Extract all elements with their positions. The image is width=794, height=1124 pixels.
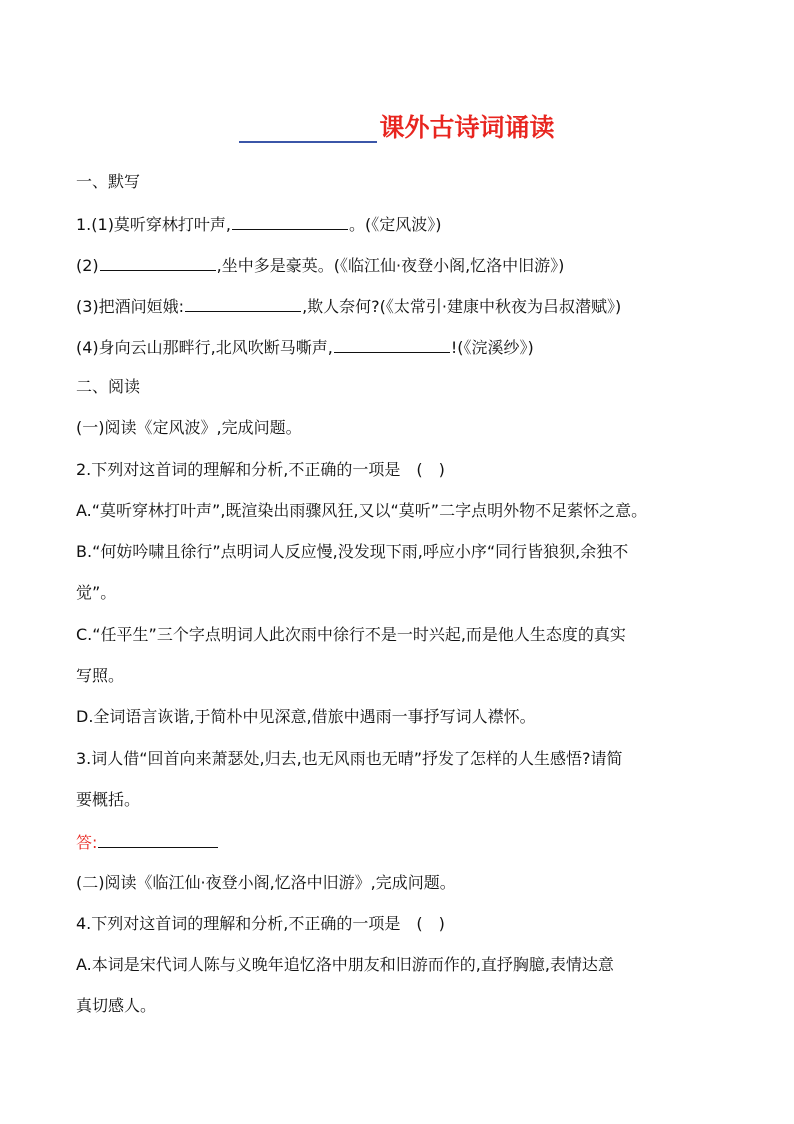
fill-blank[interactable] xyxy=(334,336,450,353)
answer-label: 答: xyxy=(76,833,98,852)
page-title: 课外古诗词诵读 xyxy=(379,113,555,142)
question-2-option-b-cont: 觉”。 xyxy=(76,583,117,602)
fill-blank[interactable] xyxy=(185,295,301,312)
question-2-stem: 2.下列对这首词的理解和分析,不正确的一项是 ( ) xyxy=(76,460,445,479)
question-1-4 xyxy=(76,336,534,358)
section-heading-reading: 二、阅读 xyxy=(76,377,141,396)
title-row xyxy=(0,113,794,143)
q1-3-suffix: ,欺人奈何?(《太常引·建康中秋夜为吕叔潜赋》) xyxy=(302,297,622,316)
q1-4-prefix: (4)身向云山那畔行,北风吹断马嘶声, xyxy=(76,338,333,357)
section-heading-dictation: 一、默写 xyxy=(76,172,141,191)
answer-blank[interactable] xyxy=(98,831,218,848)
question-3-stem-cont: 要概括。 xyxy=(76,790,141,809)
q1-1-suffix: 。(《定风波》) xyxy=(349,215,442,234)
question-2-option-c: C.“任平生”三个字点明词人此次雨中徐行不是一时兴起,而是他人生态度的真实 xyxy=(76,625,626,644)
fill-blank[interactable] xyxy=(100,254,216,271)
q1-1-prefix: 1.(1)莫听穿林打叶声, xyxy=(76,215,232,234)
question-1-1 xyxy=(76,213,442,235)
question-1-2 xyxy=(76,254,564,276)
fill-blank[interactable] xyxy=(232,213,348,230)
title-blank-line xyxy=(239,115,377,143)
q1-2-suffix: ,坐中多是豪英。(《临江仙·夜登小阁,忆洛中旧游》) xyxy=(216,256,565,275)
question-4-option-a-cont: 真切感人。 xyxy=(76,996,157,1015)
question-1-3 xyxy=(76,295,621,317)
q1-2-prefix: (2) xyxy=(76,256,99,275)
q1-4-suffix: !(《浣溪纱》) xyxy=(450,338,534,357)
question-3-answer xyxy=(76,831,219,853)
part-1-heading: (一)阅读《定风波》,完成问题。 xyxy=(76,418,302,437)
question-3-stem: 3.词人借“回首向来萧瑟处,归去,也无风雨也无晴”抒发了怎样的人生感悟?请简 xyxy=(76,749,623,768)
question-2-option-d: D.全词语言诙谐,于简朴中见深意,借旅中遇雨一事抒写词人襟怀。 xyxy=(76,707,536,726)
question-4-stem: 4.下列对这首词的理解和分析,不正确的一项是 ( ) xyxy=(76,914,445,933)
question-2-option-a: A.“莫听穿林打叶声”,既渲染出雨骤风狂,又以“莫听”二字点明外物不足萦怀之意。 xyxy=(76,501,648,520)
q1-3-prefix: (3)把酒问姮娥: xyxy=(76,297,185,316)
question-2-option-b: B.“何妨吟啸且徐行”点明词人反应慢,没发现下雨,呼应小序“同行皆狼狈,余独不 xyxy=(76,542,629,561)
question-2-option-c-cont: 写照。 xyxy=(76,666,125,685)
part-2-heading: (二)阅读《临江仙·夜登小阁,忆洛中旧游》,完成问题。 xyxy=(76,873,456,892)
question-4-option-a: A.本词是宋代词人陈与义晚年追忆洛中朋友和旧游而作的,直抒胸臆,表情达意 xyxy=(76,955,614,974)
